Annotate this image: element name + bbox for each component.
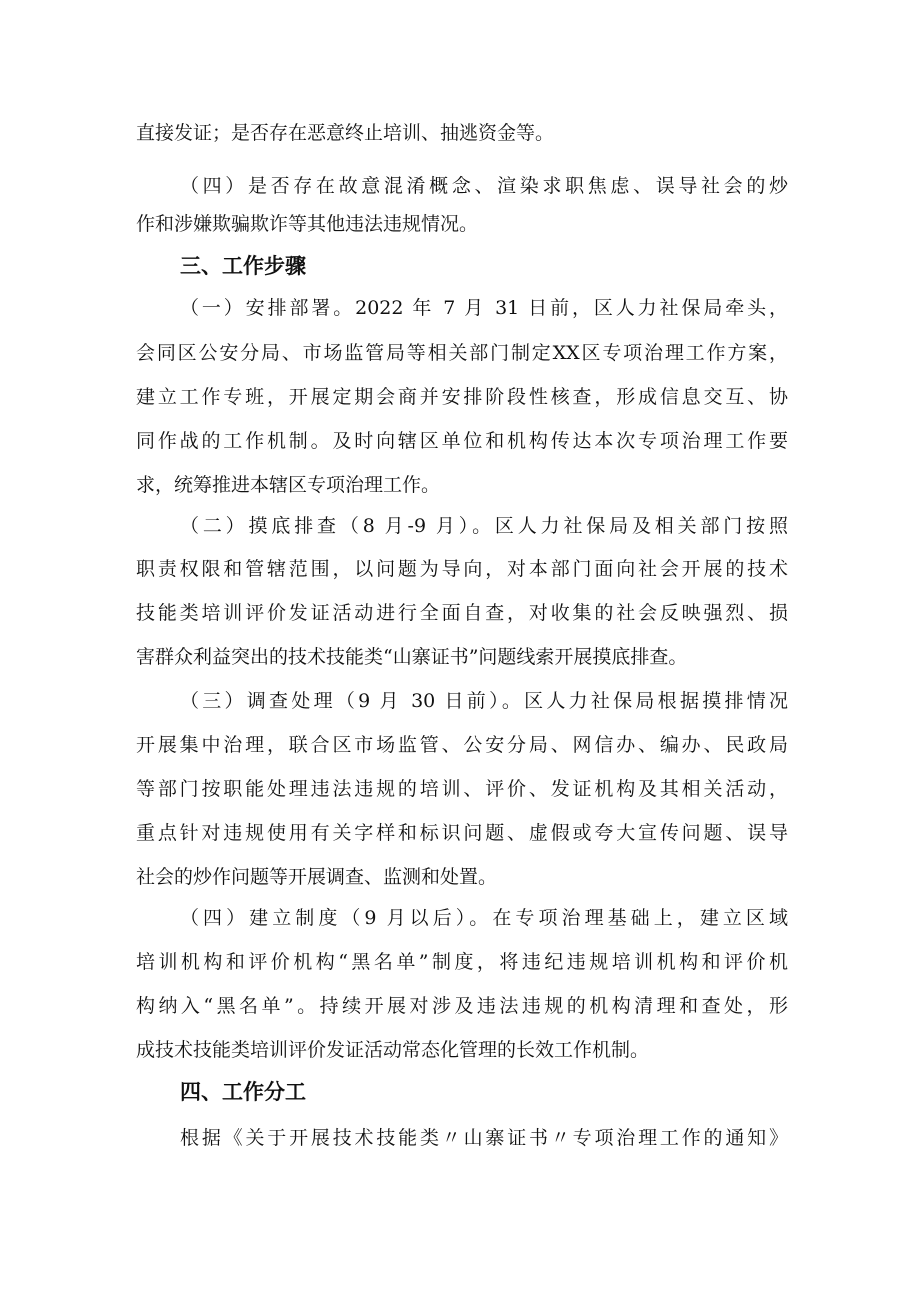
paragraph-line: （二）摸底排查（8 月-9 月）。区人力社保局及相关部门按照 xyxy=(180,515,788,537)
paragraph-line: （一）安排部署。2022 年 7 月 31 日前，区人力社保局牵头， xyxy=(180,297,788,319)
paragraph-line: 等部门按职能处理违法违规的培训、评价、发证机构及其相关活动， xyxy=(136,778,788,800)
paragraph-line: 培训机构和评价机构“黑名单”制度，将违纪违规培训机构和评价机 xyxy=(136,951,788,973)
section-heading: 四、工作分工 xyxy=(180,1080,306,1104)
paragraph-line: 社会的炒作问题等开展调查、监测和处置。 xyxy=(136,866,498,888)
paragraph-line: 根据《关于开展技术技能类〃山寨证书〃专项治理工作的通知》 xyxy=(180,1127,788,1149)
section-heading: 三、工作步骤 xyxy=(180,254,306,278)
paragraph-line: 作和涉嫌欺骗欺诈等其他违法违规情况。 xyxy=(136,213,479,235)
paragraph-line: 重点针对违规使用有关字样和标识问题、虚假或夸大宣传问题、误导 xyxy=(136,822,788,844)
paragraph-line: 构纳入“黑名单”。持续开展对涉及违法违规的机构清理和查处，形 xyxy=(136,995,788,1017)
paragraph-line: （三）调查处理（9 月 30 日前）。区人力社保局根据摸排情况 xyxy=(180,690,788,712)
paragraph-line: 害群众利益突出的技术技能类“山寨证书”问题线索开展摸底排查。 xyxy=(136,646,688,668)
paragraph-line: （四）建立制度（9 月以后）。在专项治理基础上，建立区域 xyxy=(180,907,788,929)
paragraph-line: 职责权限和管辖范围，以问题为导向，对本部门面向社会开展的技术 xyxy=(136,558,788,580)
paragraph-line: 成技术技能类培训评价发证活动常态化管理的长效工作机制。 xyxy=(136,1039,650,1061)
paragraph-line: 会同区公安分局、市场监管局等相关部门制定XX区专项治理工作方案， xyxy=(136,342,788,364)
paragraph-line: 开展集中治理，联合区市场监管、公安分局、网信办、编办、民政局 xyxy=(136,734,788,756)
paragraph-line: 技能类培训评价发证活动进行全面自查，对收集的社会反映强烈、损 xyxy=(136,602,788,624)
paragraph-line: （四）是否存在故意混淆概念、渲染求职焦虑、误导社会的炒 xyxy=(180,175,788,197)
paragraph-line: 同作战的工作机制。及时向辖区单位和机构传达本次专项治理工作要 xyxy=(136,430,788,452)
paragraph-line: 建立工作专班，开展定期会商并安排阶段性核查，形成信息交互、协 xyxy=(136,386,788,408)
paragraph-line: 直接发证；是否存在恶意终止培训、抽逃资金等。 xyxy=(136,122,555,144)
paragraph-line: 求，统筹推进本辖区专项治理工作。 xyxy=(136,474,441,496)
